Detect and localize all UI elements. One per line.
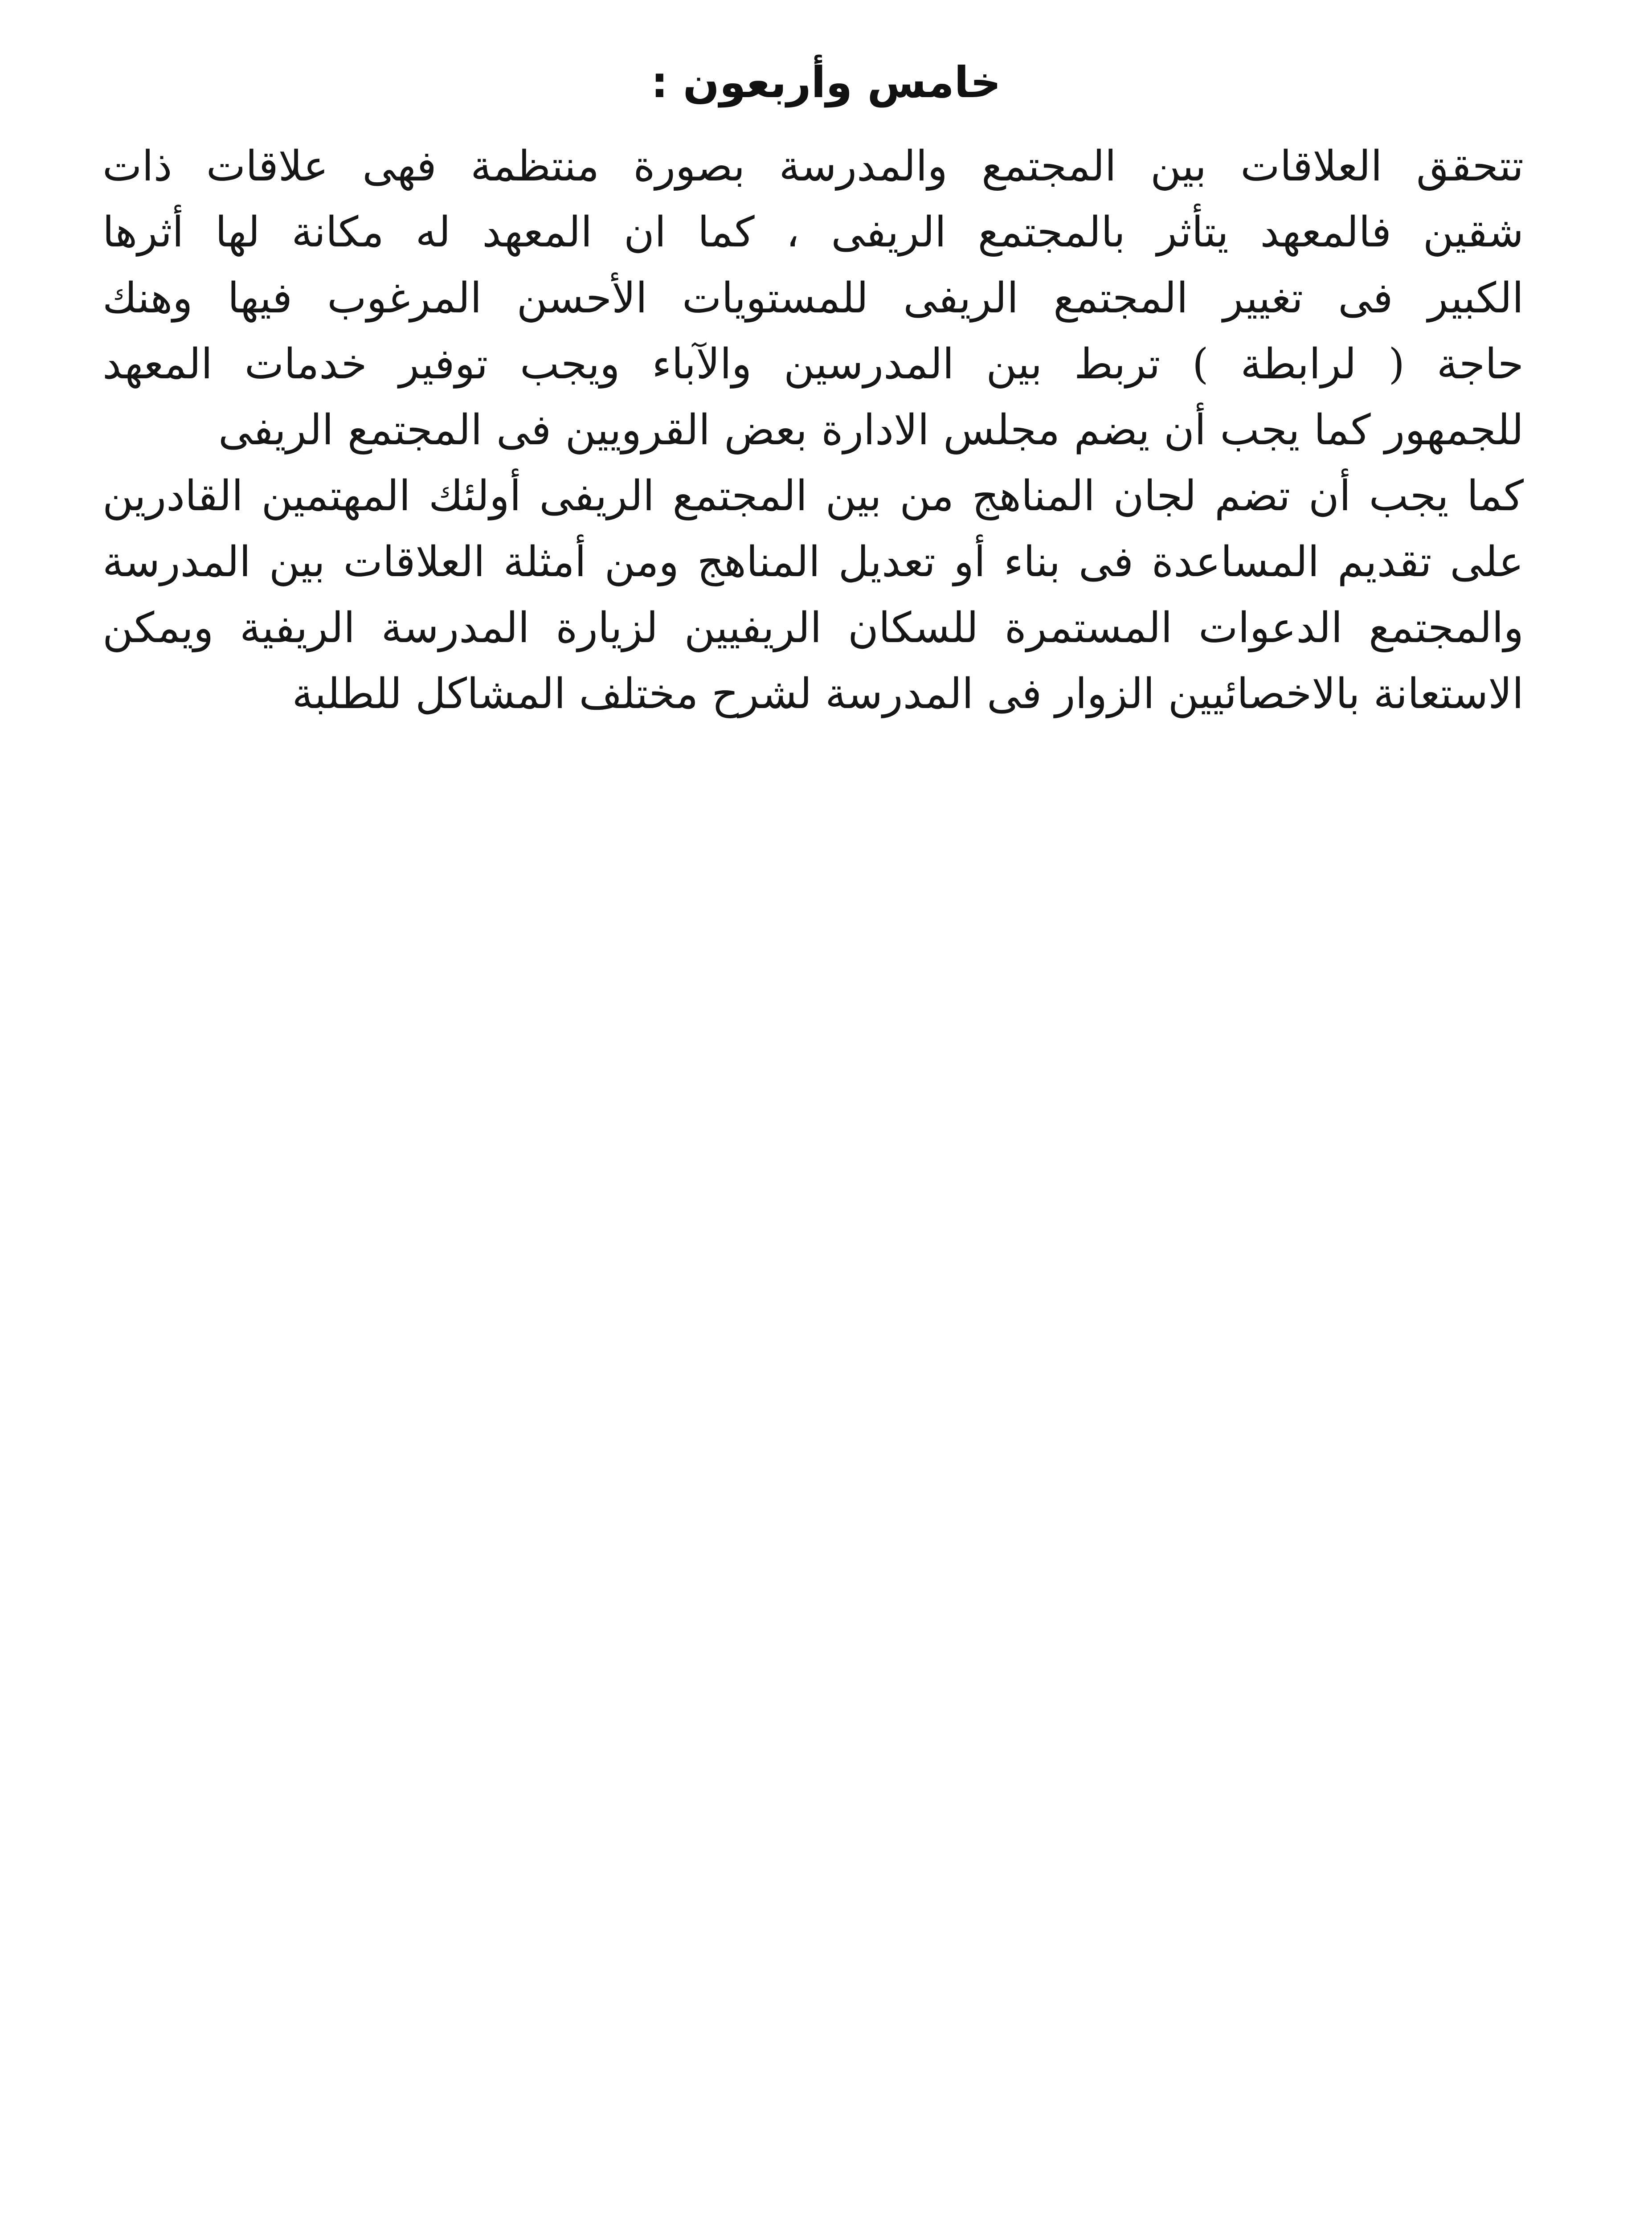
text-line-6: كما يجب أن تضم لجان المناهج من بين المجتمع الريفى أولئك المهتمين القادرين (102, 472, 1524, 520)
text-line-9: الاستعانة بالاخصائيين الزوار فى المدرسة لشرح مختلف المشاكل للطلبة (292, 670, 1524, 718)
text-line-8: والمجتمع الدعوات المستمرة للسكان الريفيين لزيارة المدرسة الريفية ويمكن (102, 604, 1524, 652)
text-line-5: للجمهور كما يجب أن يضم مجلس الادارة بعض القرويين فى المجتمع الريفى (218, 406, 1524, 455)
text-line-1: تتحقق العلاقات بين المجتمع والمدرسة بصورة منتظمة فهى علاقات ذات (102, 142, 1524, 191)
page-heading: خامس وأربعون : (651, 57, 1001, 107)
text-line-3: الكبير فى تغيير المجتمع الريفى للمستويات الأحسن المرغوب فيها وهنك (102, 274, 1524, 323)
body-paragraph (102, 134, 1524, 727)
text-line-4: حاجة ( لرابطة ) تربط بين المدرسين والآباء ويجب توفير خدمات المعهد (102, 340, 1524, 389)
text-line-2: شقين فالمعهد يتأثر بالمجتمع الريفى ، كما ان المعهد له مكانة لها أثرها (102, 208, 1524, 257)
text-line-7: على تقديم المساعدة فى بناء أو تعديل المناهج ومن أمثلة العلاقات بين المدرسة (102, 538, 1524, 586)
